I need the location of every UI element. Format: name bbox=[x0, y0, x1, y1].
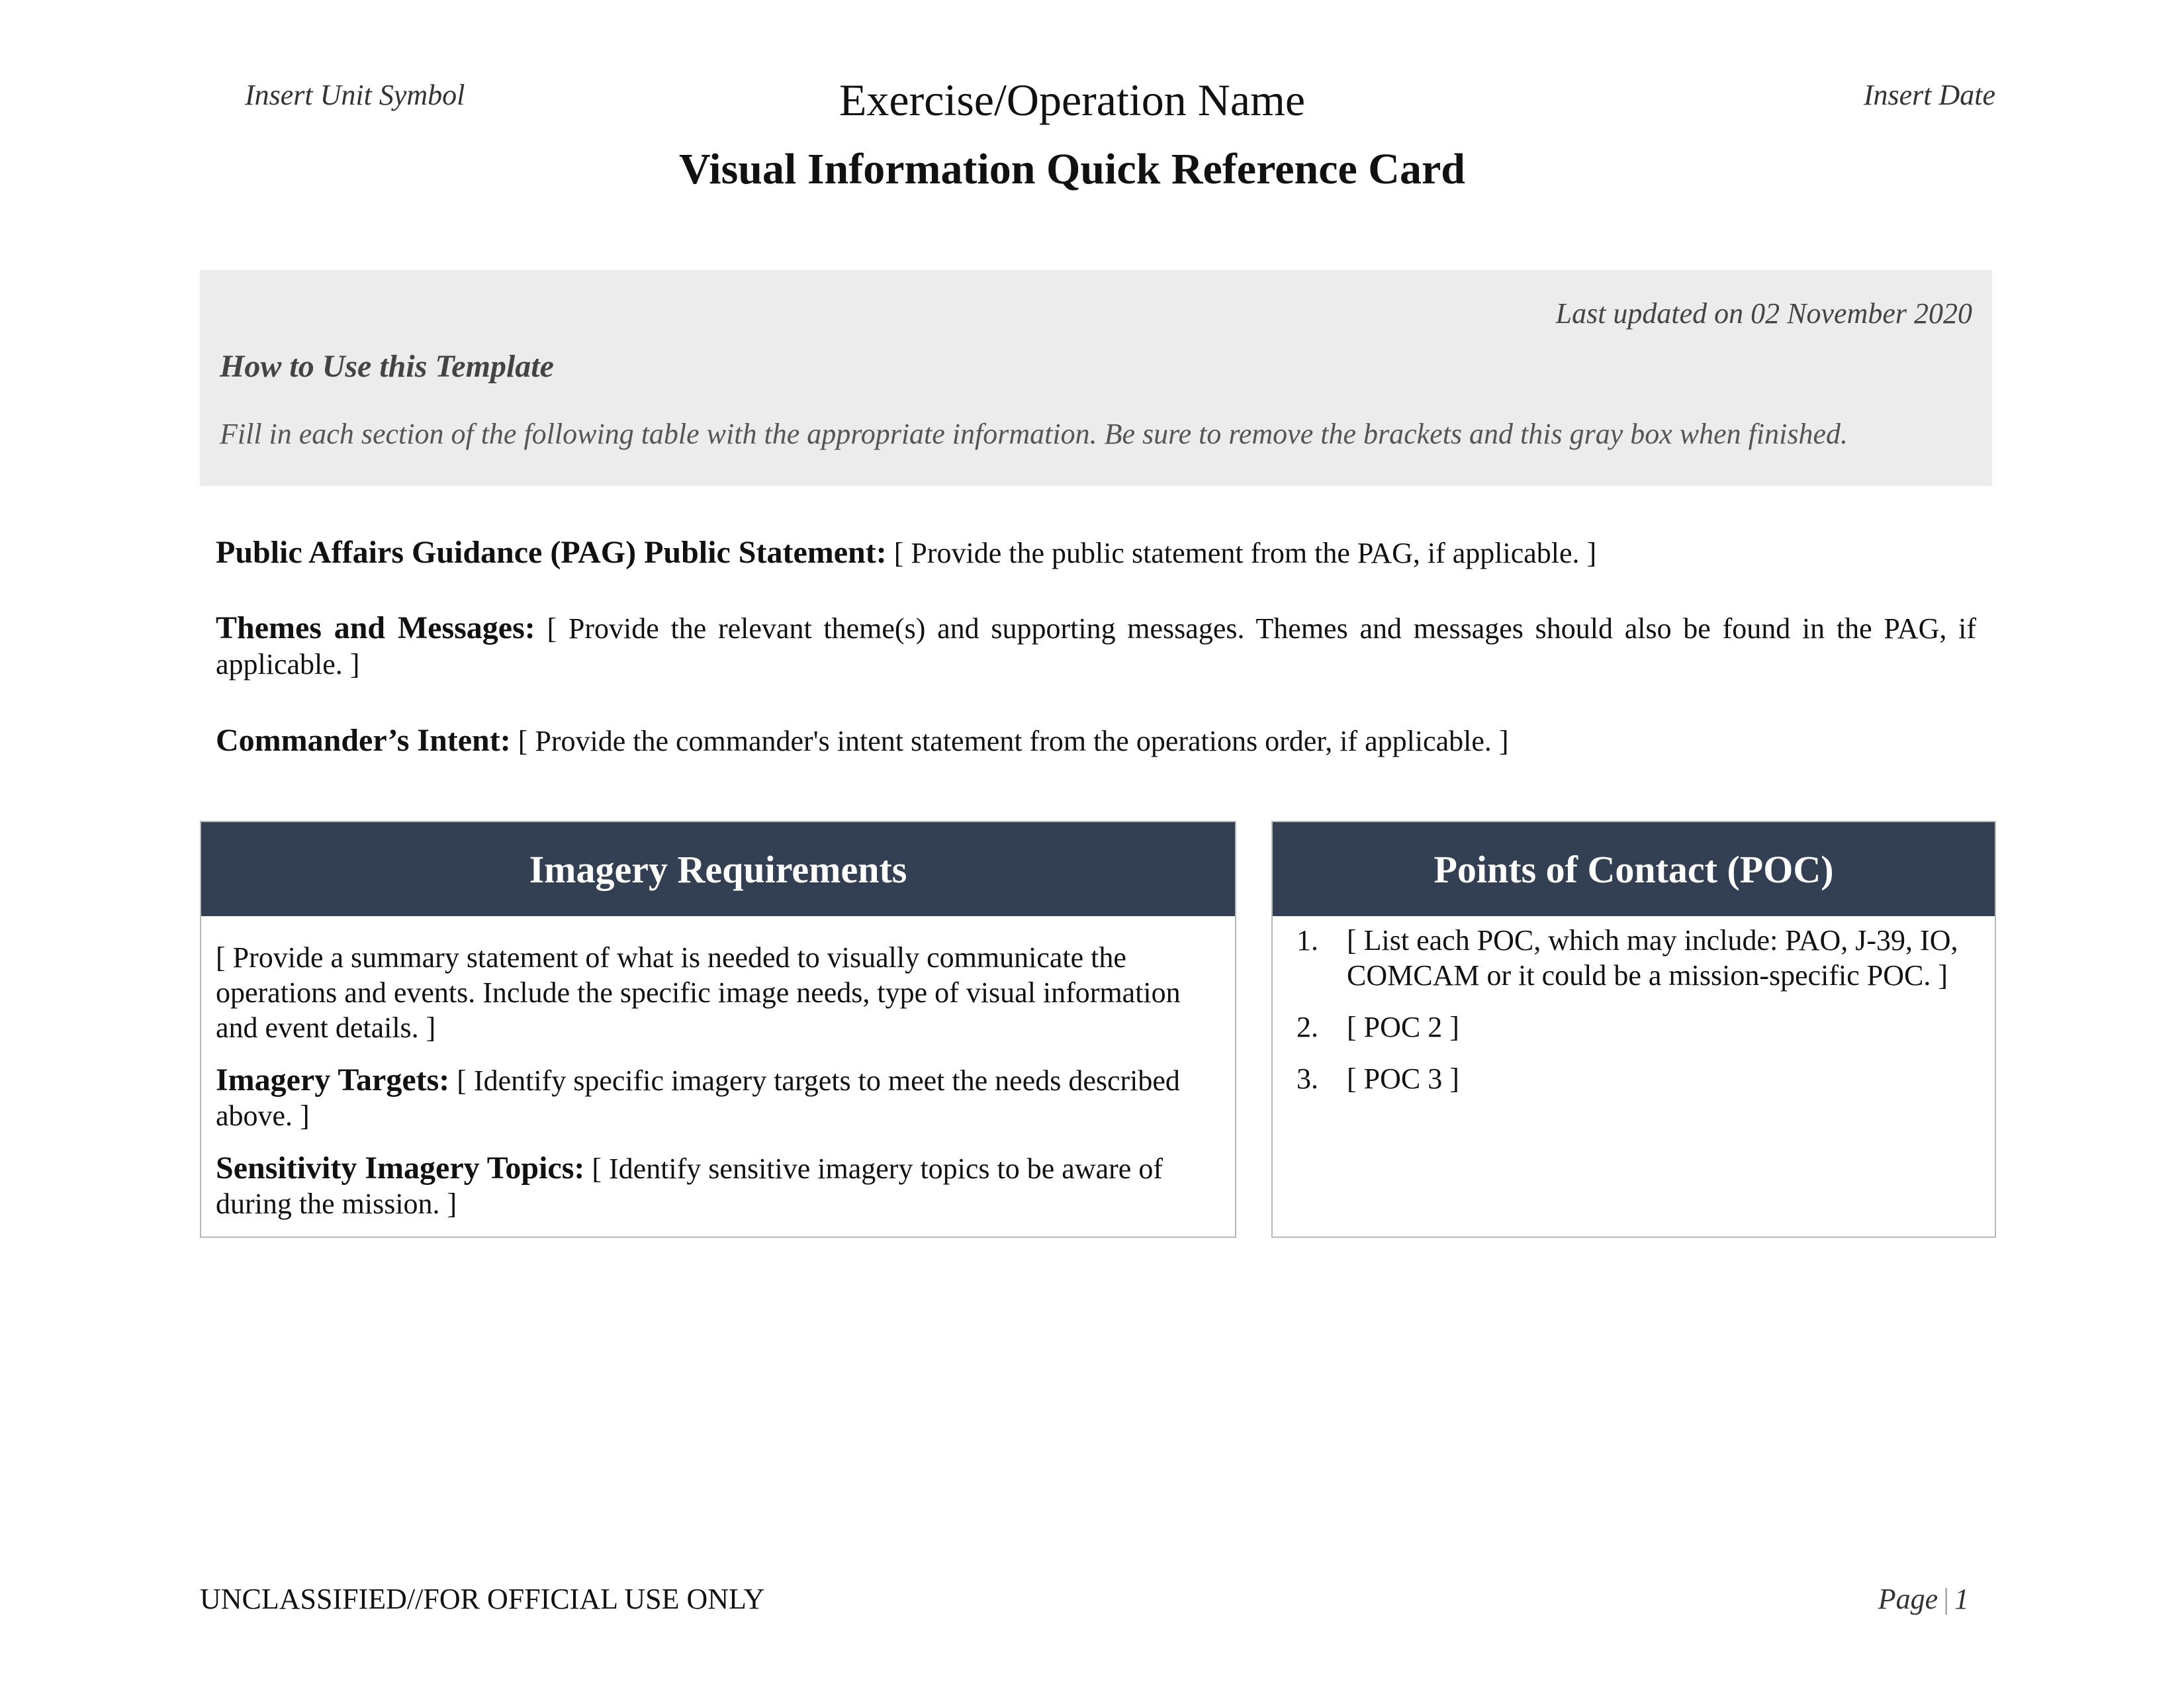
themes-label: Themes and Messages: bbox=[216, 610, 535, 645]
imagery-requirements-header: Imagery Requirements bbox=[201, 822, 1235, 916]
howto-heading: How to Use this Template bbox=[220, 349, 554, 384]
poc-list bbox=[1273, 923, 1968, 1113]
list-item bbox=[1273, 1061, 1968, 1096]
list-item-text: [ POC 2 ] bbox=[1347, 1011, 1459, 1043]
imagery-requirements-body bbox=[216, 940, 1220, 1239]
sensitivity-topics-label: Sensitivity Imagery Topics: bbox=[216, 1150, 585, 1186]
themes-statement bbox=[216, 610, 1976, 682]
intent-label: Commander’s Intent: bbox=[216, 723, 511, 758]
imagery-targets-label: Imagery Targets: bbox=[216, 1062, 450, 1098]
pag-statement bbox=[216, 535, 1976, 571]
template-instructions-box bbox=[200, 270, 1992, 486]
list-item bbox=[1273, 1009, 1968, 1045]
points-of-contact-header: Points of Contact (POC) bbox=[1273, 822, 1995, 916]
intent-text: [ Provide the commander's intent statement from the operations order, if applicable. ] bbox=[510, 725, 1509, 757]
imagery-targets bbox=[216, 1062, 1220, 1133]
page-number-value: 1 bbox=[1954, 1583, 1969, 1615]
classification-marking: UNCLASSIFIED//FOR OFFICIAL USE ONLY bbox=[200, 1583, 765, 1615]
list-item bbox=[1273, 923, 1968, 993]
date-placeholder: Insert Date bbox=[1863, 79, 1995, 111]
list-item-number: 2. bbox=[1297, 1011, 1318, 1043]
imagery-targets-text: [ Identify specific imagery targets to meet the needs described above. ] bbox=[216, 1064, 1180, 1132]
intent-statement bbox=[216, 723, 1976, 759]
page-label: Page bbox=[1878, 1583, 1938, 1615]
unit-symbol-placeholder: Insert Unit Symbol bbox=[245, 79, 465, 111]
pag-label: Public Affairs Guidance (PAG) Public Statement: bbox=[216, 535, 887, 570]
page-title: Visual Information Quick Reference Card bbox=[679, 145, 1465, 193]
page-separator: | bbox=[1943, 1583, 1949, 1615]
list-item-number: 3. bbox=[1297, 1062, 1318, 1095]
sensitivity-topics bbox=[216, 1150, 1220, 1221]
themes-text: [ Provide the relevant theme(s) and supporting messages. Themes and messages should also be found in the PAG, if applicable. ] bbox=[216, 612, 1976, 680]
list-item-number: 1. bbox=[1297, 924, 1318, 957]
exercise-name: Exercise/Operation Name bbox=[839, 75, 1306, 125]
list-item-text: [ POC 3 ] bbox=[1347, 1062, 1459, 1095]
points-of-contact-panel bbox=[1271, 821, 1996, 1238]
imagery-requirements-panel bbox=[200, 821, 1236, 1238]
list-item-text: [ List each POC, which may include: PAO, J-39, IO, COMCAM or it could be a mission-specific POC. ] bbox=[1347, 924, 1958, 992]
page-number bbox=[1878, 1582, 1969, 1616]
howto-text: Fill in each section of the following table with the appropriate information. Be sure to remove the brackets and this gray box when finished. bbox=[220, 418, 1848, 450]
pag-text: [ Provide the public statement from the PAG, if applicable. ] bbox=[886, 537, 1597, 569]
last-updated: Last updated on 02 November 2020 bbox=[1555, 297, 1972, 330]
sensitivity-topics-text: [ Identify sensitive imagery topics to be aware of during the mission. ] bbox=[216, 1152, 1163, 1220]
imagery-summary: [ Provide a summary statement of what is needed to visually communicate the operations and events. Include the specific image needs, type of visual information and event details. ] bbox=[216, 941, 1181, 1044]
